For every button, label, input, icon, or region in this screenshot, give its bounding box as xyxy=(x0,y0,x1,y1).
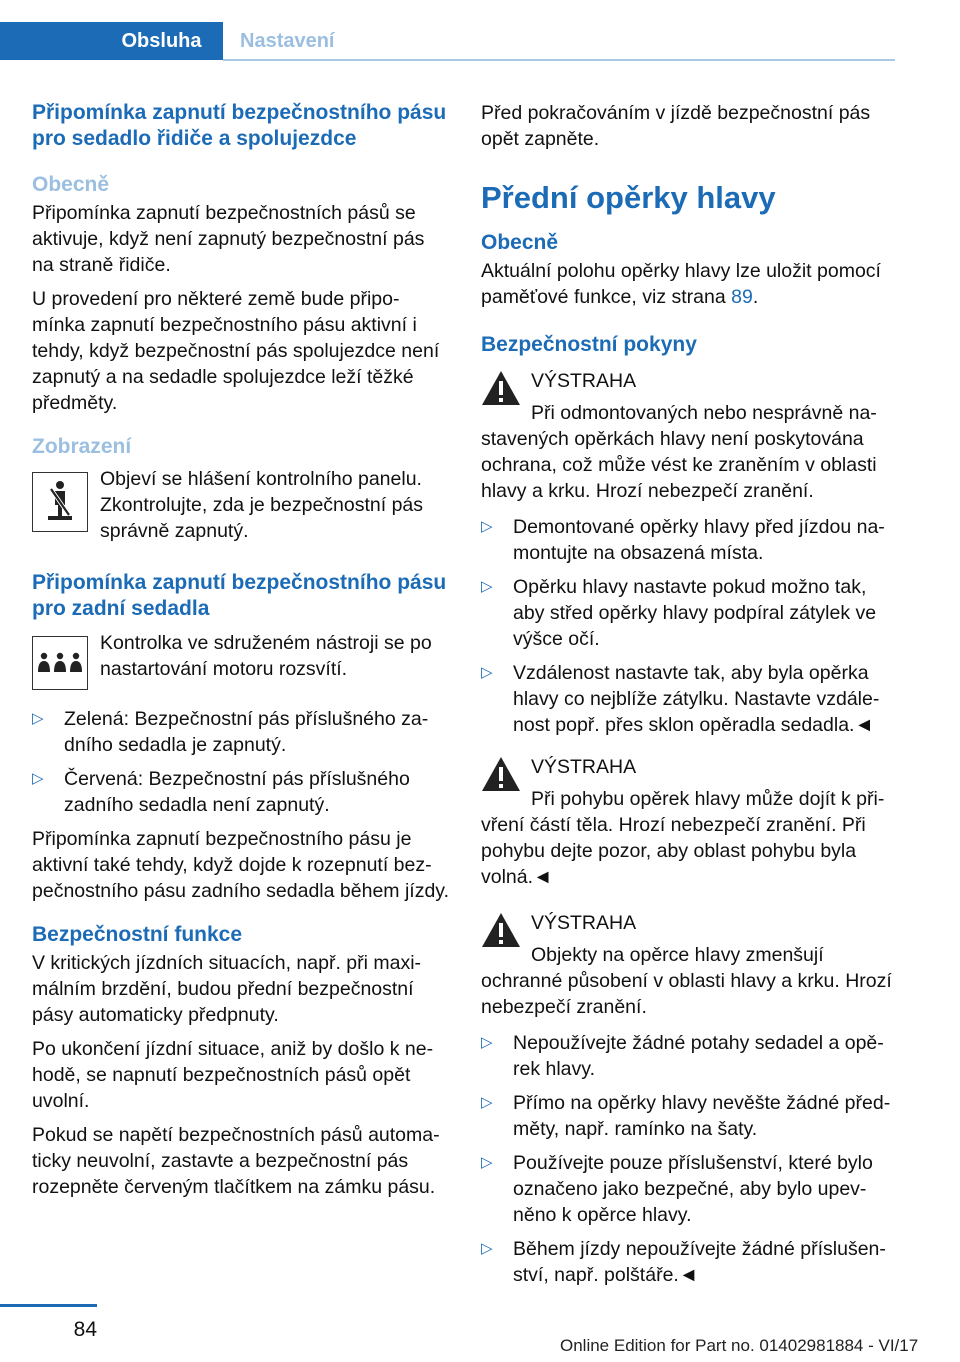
subheading-obecne: Obecně xyxy=(32,173,110,196)
warning-label: VÝSTRAHA xyxy=(531,912,637,934)
paragraph: Po ukončení jízdní situace, aniž by došlo k ne-hodě, se napnutí bezpečnostních pásů opět uvolní. xyxy=(32,1038,434,1112)
list-item-text: Používejte pouze příslušenství, které bylo označeno jako bezpečné, aby bylo upev-něno k opěrce hlavy. xyxy=(513,1152,873,1226)
list-item-text: Zelená: Bezpečnostní pás příslušného za-dního sedadla je zapnutý. xyxy=(64,708,429,756)
footer-rule xyxy=(0,1304,97,1307)
warning-triangle-icon xyxy=(481,912,521,948)
bullet-marker-icon: ▷ xyxy=(481,1154,493,1171)
warning-label: VÝSTRAHA xyxy=(531,370,637,392)
warning-head-text xyxy=(531,754,884,812)
list-item xyxy=(481,514,896,566)
list-item xyxy=(32,766,450,818)
subheading-zobrazeni: Zobrazení xyxy=(32,435,132,458)
tab-nastaveni[interactable]: Nastavení xyxy=(240,29,335,52)
warning-head xyxy=(481,910,896,968)
zobrazeni-text: Objeví se hlášení kontrolního panelu. Zkontrolujte, zda je bezpečnostní pás správně zapnutý. xyxy=(100,468,424,542)
bullet-marker-icon: ▷ xyxy=(481,1034,493,1051)
section-heading-safety-function: Bezpečnostní funkce xyxy=(32,923,243,946)
bullet-marker-icon: ▷ xyxy=(481,664,493,681)
paragraph-text: Aktuální polohu opěrky hlavy lze uložit pomocí paměťové funkce, viz strana xyxy=(481,260,881,308)
warning-head-text xyxy=(531,910,824,968)
list-item xyxy=(481,660,896,738)
list-item xyxy=(32,706,450,758)
rear-seat-occupancy-icon xyxy=(32,636,88,690)
warning-head xyxy=(481,754,896,812)
warning-label: VÝSTRAHA xyxy=(531,756,637,778)
warning-text: vření částí těla. Hrozí nebezpečí zranění. Při pohybu dejte pozor, aby oblast pohybu byla volná.◄ xyxy=(481,814,866,888)
tab-obsluha[interactable] xyxy=(0,22,223,60)
list-item xyxy=(481,1150,896,1228)
paragraph: Připomínka zapnutí bezpečnostních pásů se aktivuje, když není zapnutý bezpečnostní pás na straně řidiče. xyxy=(32,202,425,276)
list-item xyxy=(481,574,896,652)
warning-head xyxy=(481,368,896,426)
paragraph-memory-function xyxy=(481,258,896,310)
right-column xyxy=(481,100,896,1288)
list-item xyxy=(481,1090,896,1142)
header-rule xyxy=(223,59,895,61)
warning-first-line: Objekty na opěrce hlavy zmenšují xyxy=(531,944,824,966)
subheading-obecne: Obecně xyxy=(481,231,559,254)
header-tabs xyxy=(0,22,895,62)
bullet-marker-icon: ▷ xyxy=(481,1240,493,1257)
kontrolka-row xyxy=(32,632,450,690)
warning-head-text xyxy=(531,368,877,426)
page-number: 84 xyxy=(73,1318,97,1341)
bullet-marker-icon: ▷ xyxy=(32,710,44,727)
kontrolka-text: Kontrolka ve sdruženém nástroji se po nastartování motoru rozsvítí. xyxy=(100,632,432,680)
list-item xyxy=(481,1030,896,1082)
list-item-text: Vzdálenost nastavte tak, aby byla opěrka hlavy co nejblíže zátylku. Nastavte vzdále-nost popř. přes sklon opěradla sedadla.◄ xyxy=(513,662,880,736)
paragraph: Připomínka zapnutí bezpečnostního pásu je aktivní také tehdy, když dojde k rozepnutí bez-pečnostního pásu zadního sedadla během jízdy. xyxy=(32,828,450,902)
list-item-text: Červená: Bezpečnostní pás příslušného zadního sedadla není zapnutý. xyxy=(64,768,410,816)
paragraph: Pokud se napětí bezpečnostních pásů automa-ticky neuvolní, zastavte a bezpečnostní pás rozepněte červeným tlačítkem na zámku pásu. xyxy=(32,1124,440,1198)
warning-first-line: Při pohybu opěrek hlavy může dojít k při- xyxy=(531,788,885,810)
list-item-text: Přímo na opěrky hlavy nevěšte žádné před-měty, např. ramínko na šaty. xyxy=(513,1092,891,1140)
paragraph: U provedení pro některé země bude připo-mínka zapnutí bezpečnostního pásu aktivní i tehdy, když bezpečnostní pás spolujezdce není zapnutý a na sedadle spolujezdce leží těžké předměty. xyxy=(32,288,440,414)
paragraph: V kritických jízdních situacích, např. při maxi-málním brzdění, budou přední bezpečnostní pásy automaticky předpnuty. xyxy=(32,952,422,1026)
list-item xyxy=(481,1236,896,1288)
seatbelt-warning-icon xyxy=(32,472,88,532)
section-heading-driver-belt: Připomínka zapnutí bezpečnostního pásu pro sedadlo řidiče a spolujezdce xyxy=(32,101,447,150)
subheading-safety-notes: Bezpečnostní pokyny xyxy=(481,333,697,356)
warning-first-line: Při odmontovaných nebo nesprávně na- xyxy=(531,402,877,424)
paragraph: Před pokračováním v jízdě bezpečnostní pás opět zapněte. xyxy=(481,102,871,150)
warning-triangle-icon xyxy=(481,370,521,406)
bullet-marker-icon: ▷ xyxy=(481,518,493,535)
zobrazeni-row xyxy=(32,468,450,544)
paragraph-text-end: . xyxy=(752,286,759,308)
warning-triangle-icon xyxy=(481,756,521,792)
list-item-text: Během jízdy nepoužívejte žádné příslušen-ství, např. polštáře.◄ xyxy=(513,1238,886,1286)
left-column xyxy=(32,100,450,1200)
warning-text: stavených opěrkách hlavy není poskytována ochrana, což může vést ke zraněním v oblasti hlavy a krku. Hrozí nebezpečí zranění. xyxy=(481,428,877,502)
bullet-marker-icon: ▷ xyxy=(481,1094,493,1111)
warning-block xyxy=(481,754,896,890)
list-item-text: Demontované opěrky hlavy před jízdou na-montujte na obsazená místa. xyxy=(513,516,885,564)
section-heading-headrests: Přední opěrky hlavy xyxy=(481,180,776,215)
tab-obsluha-label: Obsluha xyxy=(121,29,202,52)
warning-block xyxy=(481,910,896,1020)
warning-block xyxy=(481,368,896,504)
bullet-marker-icon: ▷ xyxy=(32,770,44,787)
page-link[interactable]: 89 xyxy=(731,286,753,308)
warning-text: ochranné působení v oblasti hlavy a krku. Hrozí nebezpečí zranění. xyxy=(481,970,892,1018)
list-item-text: Nepoužívejte žádné potahy sedadel a opě-rek hlavy. xyxy=(513,1032,884,1080)
bullet-marker-icon: ▷ xyxy=(481,578,493,595)
edition-note: Online Edition for Part no. 01402981884 - VI/17 xyxy=(560,1336,919,1355)
section-heading-rear-belt: Připomínka zapnutí bezpečnostního pásu pro zadní sedadla xyxy=(32,571,447,620)
list-item-text: Opěrku hlavy nastavte pokud možno tak, aby střed opěrky hlavy podpíral zátylek ve výšce očí. xyxy=(513,576,877,650)
